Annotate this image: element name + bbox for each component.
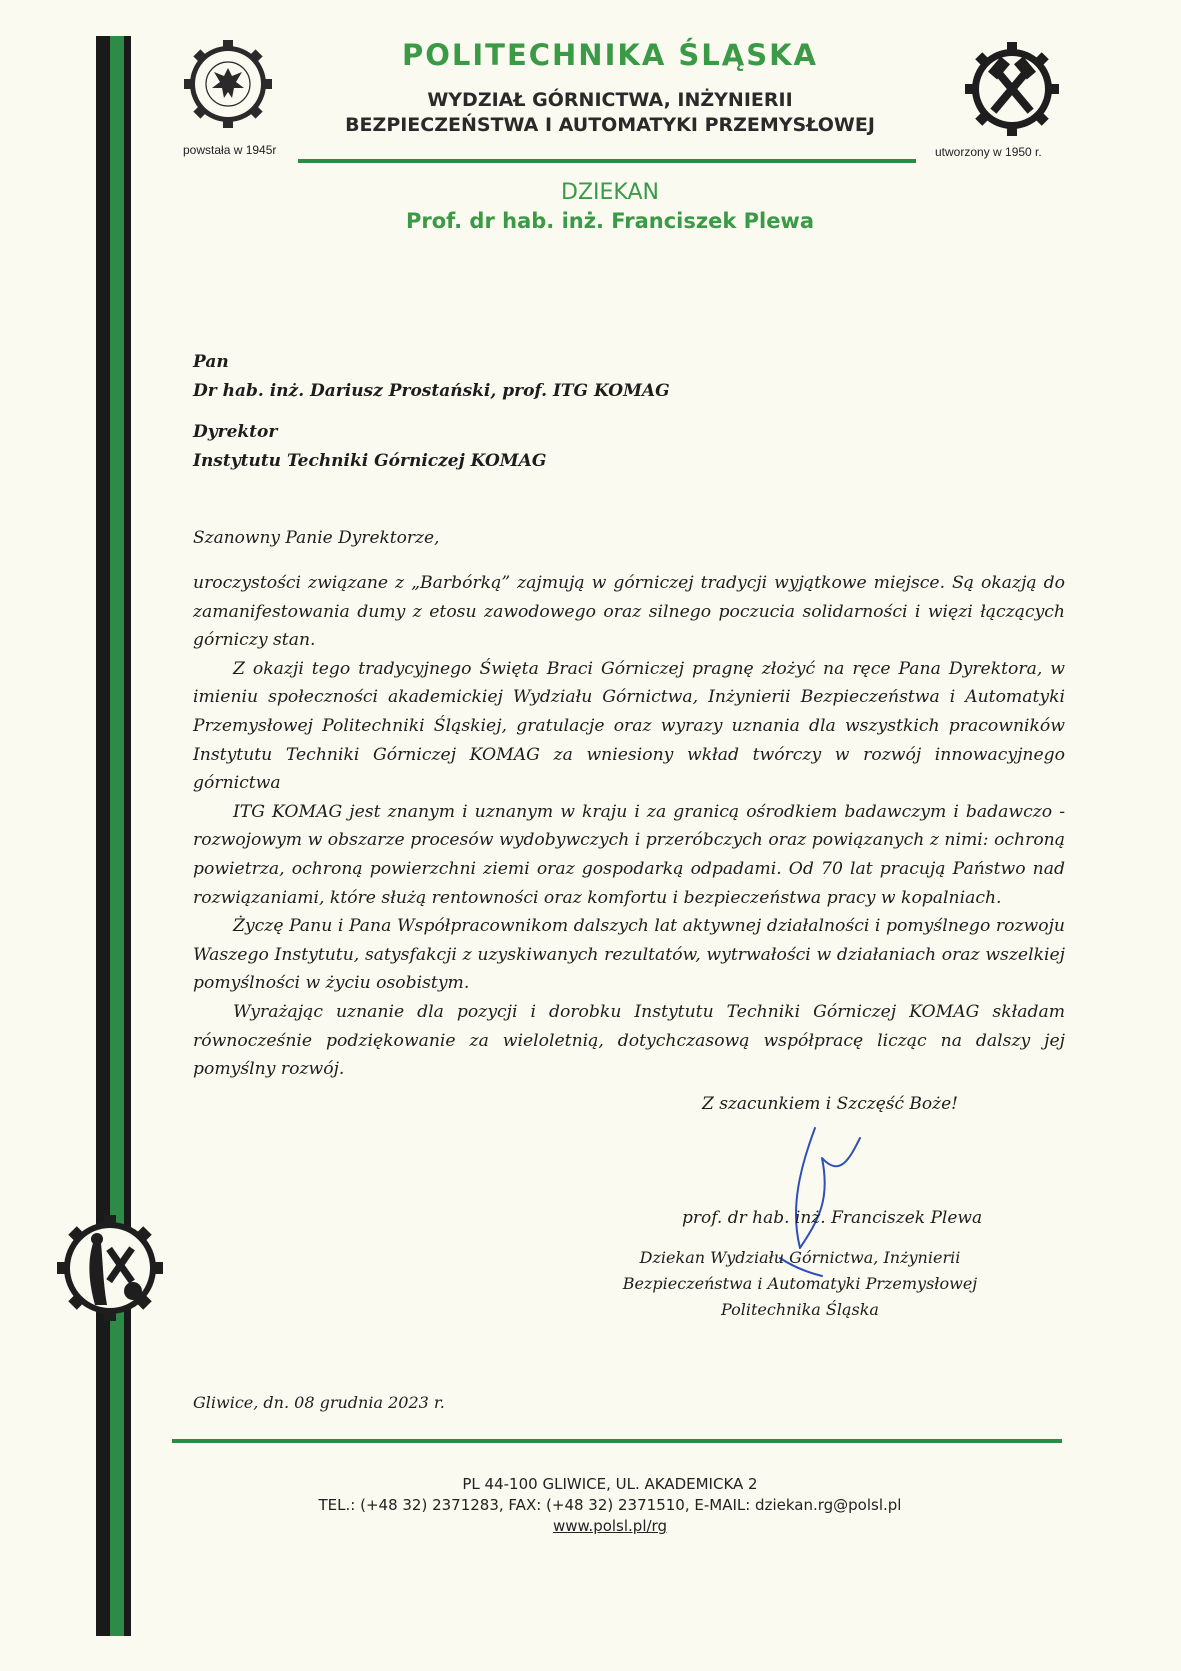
footer: [260, 1474, 960, 1537]
signatory-name: prof. dr hab. inż. Franciszek Plewa: [682, 1208, 983, 1228]
recipient-name: Dr hab. inż. Dariusz Prostański, prof. ITG KOMAG: [193, 381, 670, 401]
letter-greeting: Szanowny Panie Dyrektorze,: [193, 528, 440, 548]
footer-rule: [172, 1439, 1062, 1443]
dean-title: DZIEKAN: [561, 180, 659, 205]
left-logo-caption: powstała w 1945r: [183, 143, 277, 157]
footer-contact: TEL.: (+48 32) 2371283, FAX: (+48 32) 2371510, E-MAIL: dziekan.rg@polsl.pl: [318, 1496, 902, 1514]
signatory-title-line-2: Bezpieczeństwa i Automatyki Przemysłowej: [622, 1274, 978, 1293]
signatory-title: [600, 1245, 1000, 1323]
footer-address: PL 44-100 GLIWICE, UL. AKADEMICKA 2: [462, 1475, 758, 1493]
paragraph-2: Z okazji tego tradycyjnego Święta Braci Górniczej pragnę złożyć na ręce Pana Dyrektora, w imieniu społeczności akademickiej Wydziału Górnictwa, Inżynierii Bezpieczeństwa i Automatyki Przemysłowej Politechniki Śląskiej, gratulacje oraz wyrazy uznania dla wszystkich pracowników Instytutu Techniki Górniczej KOMAG za wniesiony wkład twórczy w rozwój innowacyjnego górnictwa: [193, 658, 1065, 794]
mining-emblem: [55, 1213, 165, 1323]
footer-website-link[interactable]: www.polsl.pl/rg: [553, 1517, 667, 1535]
letter-closing: Z szacunkiem i Szczęść Boże!: [702, 1094, 958, 1114]
university-name: POLITECHNIKA ŚLĄSKA: [401, 38, 818, 72]
department-line-2: BEZPIECZEŃSTWA I AUTOMATYKI PRZEMYSŁOWEJ: [345, 114, 875, 136]
signatory-title-line-1: Dziekan Wydziału Górnictwa, Inżynierii: [639, 1248, 961, 1267]
faculty-logo: [963, 40, 1061, 138]
right-logo-caption: utworzony w 1950 r.: [935, 145, 1042, 159]
date-place: Gliwice, dn. 08 grudnia 2023 r.: [193, 1393, 445, 1412]
paragraph-4: Życzę Panu i Pana Współpracownikom dalszych lat aktywnej działalności i pomyślnego rozwoju Waszego Instytutu, satysfakcji z uzyskiwanych rezultatów, wytrwałości w działaniach oraz wszelkiej pomyślności w życiu osobistym.: [193, 916, 1065, 994]
paragraph-3: ITG KOMAG jest znanym i uznanym w kraju i za granicą ośrodkiem badawczym i badawczo -rozwojowym w obszarze procesów wydobywczych i przeróbczych oraz powiązanych z nimi: ochroną powietrza, ochroną powierzchni ziemi oraz gospodarką odpadami. Od 70 lat pracują Państwo nad rozwiązaniami, które służą rentowności oraz komfortu i bezpieczeństwa pracy w kopalniach.: [193, 801, 1065, 908]
header-rule: [298, 159, 916, 163]
left-stripe-black: [96, 36, 110, 1636]
department-name: [260, 88, 960, 138]
letter-body: [193, 569, 1065, 1084]
signatory-title-line-3: Politechnika Śląska: [721, 1300, 879, 1319]
left-stripe-black-inner: [124, 36, 131, 1636]
paragraph-5: Wyrażając uznanie dla pozycji i dorobku Instytutu Techniki Górniczej KOMAG składam równocześnie podziękowanie za wieloletnią, dotychczasową współpracę licząc na dalszy jej pomyślny rozwój.: [193, 1001, 1065, 1080]
recipient-institution: Instytutu Techniki Górniczej KOMAG: [193, 451, 547, 471]
department-line-1: WYDZIAŁ GÓRNICTWA, INŻYNIERII: [427, 89, 793, 111]
recipient-salutation: Pan: [193, 352, 229, 372]
recipient-role: Dyrektor: [193, 422, 278, 442]
dean-name: Prof. dr hab. inż. Franciszek Plewa: [405, 209, 815, 233]
paragraph-1: uroczystości związane z „Barbórką” zajmują w górniczej tradycji wyjątkowe miejsce. Są okazją do zamanifestowania dumy z etosu zawodowego oraz silnego poczucia solidarności i więzi łączących górniczy stan.: [193, 573, 1065, 651]
left-stripe-green: [110, 36, 124, 1636]
